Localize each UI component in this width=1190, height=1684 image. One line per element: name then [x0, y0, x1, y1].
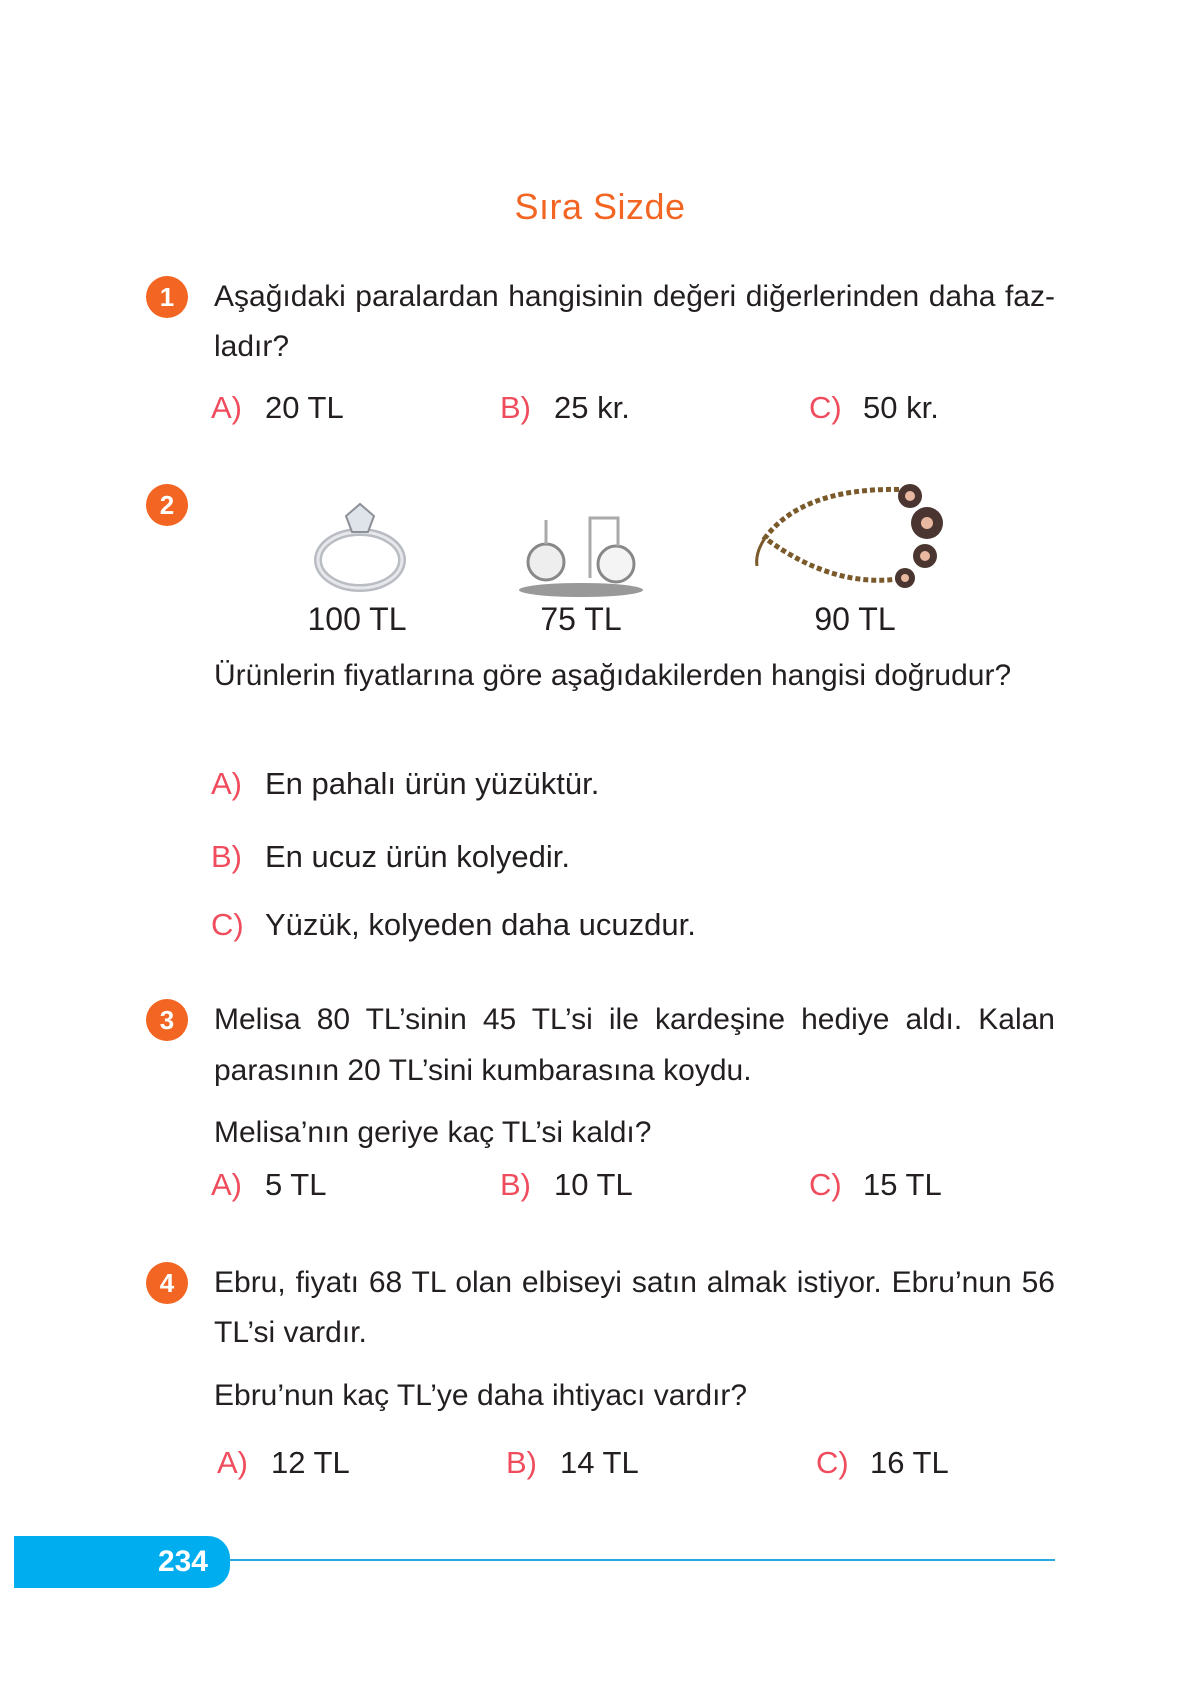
- ring-icon: [302, 498, 412, 598]
- option-label: C): [211, 907, 244, 942]
- page-title: Sıra Sizde: [514, 186, 686, 227]
- q4-option-c[interactable]: [816, 1443, 949, 1483]
- question-number-3: 3: [146, 999, 188, 1041]
- question-4-line-2-text: TL’si vardır.: [214, 1316, 367, 1349]
- question-2-text-content: Ürünlerin fiyatlarına göre aşağıdakilerden hangisi doğrudur?: [214, 659, 1012, 692]
- question-4-text: [214, 1376, 1055, 1416]
- question-number-4: 4: [146, 1262, 188, 1304]
- option-label: C): [816, 1445, 849, 1480]
- question-1-line-2: [214, 327, 1055, 367]
- option-text: 12 TL: [271, 1445, 350, 1480]
- question-3-line-1-text: Melisa 80 TL’sinin 45 TL’si ile kardeşine hediye aldı. Kalan: [214, 1003, 1055, 1036]
- earrings-icon: [516, 512, 651, 602]
- question-number-1: 1: [146, 276, 188, 318]
- question-3-text: [214, 1113, 1055, 1153]
- question-number-2: 2: [146, 484, 188, 526]
- option-label: A): [211, 1167, 242, 1202]
- option-text: 25 kr.: [554, 390, 630, 425]
- question-1-line-2-text: ladır?: [214, 330, 290, 363]
- page-number-tab: [14, 1536, 230, 1588]
- option-label: B): [211, 839, 242, 874]
- q4-option-a[interactable]: [217, 1443, 350, 1483]
- necklace-icon: [745, 478, 965, 598]
- option-text: Yüzük, kolyeden daha ucuzdur.: [265, 907, 696, 942]
- question-3-line-2-text: parasının 20 TL’sini kumbarasına koydu.: [214, 1054, 752, 1087]
- question-4-line-1-text: Ebru, fiyatı 68 TL olan elbiseyi satın almak istiyor. Ebru’nun 56: [214, 1266, 1055, 1299]
- option-text: 20 TL: [265, 390, 344, 425]
- option-label: C): [809, 390, 842, 425]
- question-2-text: [214, 656, 1055, 696]
- option-text: 14 TL: [560, 1445, 639, 1480]
- q2-option-a[interactable]: [211, 764, 599, 804]
- option-label: B): [506, 1445, 537, 1480]
- option-text: 15 TL: [863, 1167, 942, 1202]
- q2-option-b[interactable]: [211, 837, 570, 877]
- q1-option-a[interactable]: [211, 388, 344, 428]
- q3-option-a[interactable]: [211, 1165, 326, 1205]
- page-number: 234: [157, 1545, 208, 1578]
- option-label: B): [500, 1167, 531, 1202]
- question-3-line-2: [214, 1051, 1055, 1091]
- q3-option-c[interactable]: [809, 1165, 942, 1205]
- earrings-price: 75 TL: [540, 601, 622, 637]
- q2-option-c[interactable]: [211, 905, 696, 945]
- option-text: 10 TL: [554, 1167, 633, 1202]
- option-label: A): [211, 766, 242, 801]
- ring-price: 100 TL: [307, 601, 407, 637]
- question-4-line-2: [214, 1313, 1055, 1353]
- option-text: En ucuz ürün kolyedir.: [265, 839, 571, 874]
- question-4-text-content: Ebru’nun kaç TL’ye daha ihtiyacı vardır?: [214, 1379, 748, 1412]
- option-text: En pahalı ürün yüzüktür.: [265, 766, 600, 801]
- q1-option-c[interactable]: [809, 388, 939, 428]
- question-1-line-1-text: Aşağıdaki paralardan hangisinin değeri diğerlerinden daha faz-: [214, 280, 1055, 313]
- question-1-line-1: [214, 277, 1055, 317]
- q1-option-b[interactable]: [500, 388, 630, 428]
- footer-divider: [230, 1559, 1055, 1561]
- option-label: A): [217, 1445, 248, 1480]
- option-label: C): [809, 1167, 842, 1202]
- question-4-line-1: [214, 1263, 1055, 1303]
- q4-option-b[interactable]: [506, 1443, 639, 1483]
- necklace-price: 90 TL: [814, 601, 896, 637]
- question-3-text-content: Melisa’nın geriye kaç TL’si kaldı?: [214, 1116, 652, 1149]
- option-text: 50 kr.: [863, 390, 939, 425]
- option-text: 16 TL: [870, 1445, 949, 1480]
- question-3-line-1: [214, 1000, 1055, 1040]
- option-label: B): [500, 390, 531, 425]
- option-label: A): [211, 390, 242, 425]
- option-text: 5 TL: [265, 1167, 327, 1202]
- q3-option-b[interactable]: [500, 1165, 633, 1205]
